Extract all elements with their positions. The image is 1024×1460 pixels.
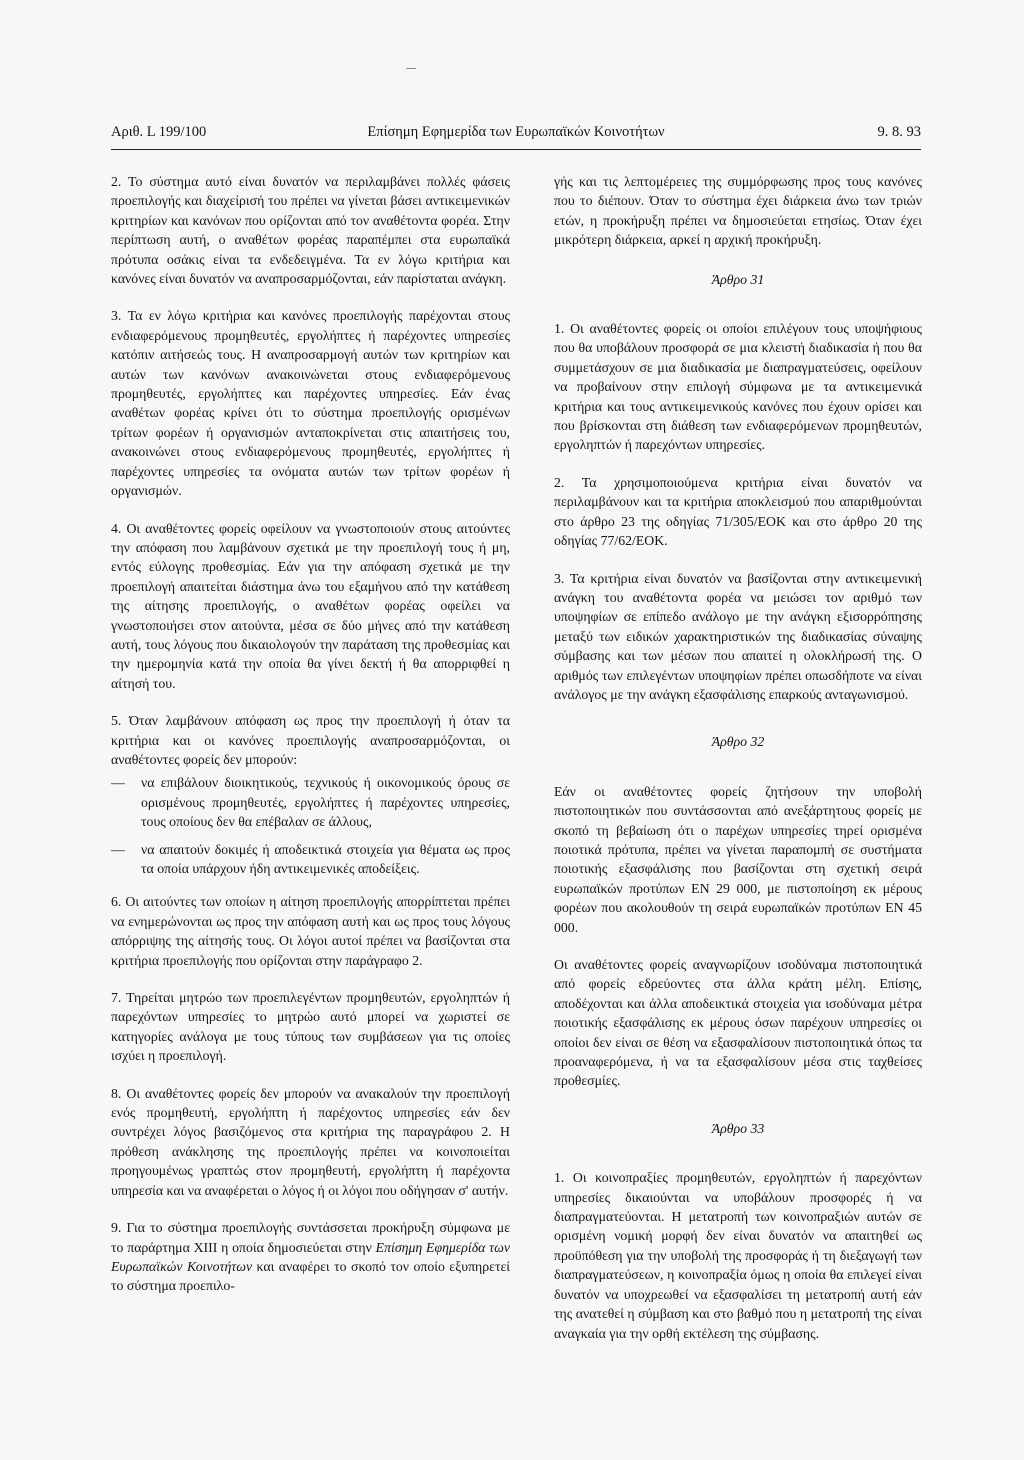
article-33-heading: Άρθρο 33 bbox=[711, 1120, 765, 1136]
article-32-paragraph-2: Οι αναθέτοντες φορείς αναγνωρίζουν ισοδύναμα πιστοποιητικά από φορείς εδρεύοντες στα άλλα κράτη μέλη. Επίσης, αποδέχονται και άλλα αποδεικτικά στοιχεία για ισοδύναμα μέτρα ποιοτικής εξασφάλισης εκ μέρους όσων παρέχουν υπηρεσίες οι οποίοι δεν είναι σε θέση να εξασφαλίσουν πιστοποιητικά όπως τα προαναφερόμενα, ή να τα εξασφαλίσουν μέσα στις ταχθείσες προθεσμίες. bbox=[554, 957, 922, 1089]
article-32-heading: Άρθρο 32 bbox=[711, 734, 765, 750]
dash-item-text: να επιβάλουν διοικητικούς, τεχνικούς ή οικονομικούς όρους σε ορισμένους προμηθευτές, εργολήπτες ή παρέχοντες υπηρεσίες, τους οποίους δεν θα επέβαλαν σε άλλους, bbox=[141, 775, 510, 830]
page-header bbox=[111, 124, 921, 148]
issue-number: Αριθ. L 199/100 bbox=[111, 124, 207, 140]
article-31-paragraph-3: 3. Τα κριτήρια είναι δυνατόν να βασίζονται στην αντικειμενική ανάγκη του αναθέτοντα φορέα να μειώσει τον αριθμό των υποψηφίων σε επίπεδο ανάλογο με την ανάγκη εξισορρόπησης μεταξύ των ειδικών χαρακτηριστικών της διαδικασίας σύναψης σύμβασης και των μέσων που απαιτεί η ολοκλήρωσή της. Ο αριθμός των επιλεγέντων υποψηφίων πρέπει οπωσδήποτε να είναι ανάλογος με την ανάγκη εξασφάλισης επαρκούς ανταγωνισμού. bbox=[554, 570, 922, 702]
paragraph-2: 2. Το σύστημα αυτό είναι δυνατόν να περιλαμβάνει πολλές φάσεις προεπιλογής και διαχείρισή του πρέπει να γίνεται βάσει αντικειμενικών κριτηρίων και κανόνων που ορίζονται από τον αναθέτοντα φορέα. Στην περίπτωση αυτή, ο αναθέτων φορέας παραπέμπει στα ευρωπαϊκά πρότυπα οσάκις είναι τα ενδεδειγμένα. Τα εν λόγω κριτήρια και κανόνες είναι δυνατόν να αναπροσαρμόζονται, εάν παρίσταται ανάγκη. bbox=[111, 174, 510, 287]
paragraph-continuation: γής και τις λεπτομέρειες της συμμόρφωσης προς τους κανόνες που το διέπουν. Όταν το σύστημα έχει διάρκεια άνω των τριών ετών, η προκήρυξη πρέπει να δημοσιεύεται ετησίως. Όταν έχει μικρότερη διάρκεια, αρκεί η αρχική προκήρυξη. bbox=[554, 174, 922, 248]
header-rule bbox=[111, 149, 921, 150]
dash-item-1 bbox=[111, 773, 510, 831]
paragraph-7: 7. Τηρείται μητρώο των προεπιλεγέντων προμηθευτών, εργοληπτών ή παρεχόντων υπηρεσίες το μητρώο αυτό μπορεί να χωριστεί σε κατηγορίες ανάλογα με τους τύπους των συμβάσεων για τις οποίες ισχύει η προεπιλογή. bbox=[111, 990, 510, 1064]
journal-title: Επίσημη Εφημερίδα των Ευρωπαϊκών Κοινοτήτων bbox=[367, 124, 665, 140]
right-column bbox=[554, 172, 922, 1361]
scan-mark bbox=[406, 68, 416, 69]
article-31-heading: Άρθρο 31 bbox=[711, 271, 765, 287]
article-32-paragraph-1: Εάν οι αναθέτοντες φορείς ζητήσουν την υποβολή πιστοποιητικών που συντάσσονται από ανεξάρτητους φορείς με σκοπό τη βεβαίωση ότι ο παρέχων υπηρεσίες τηρεί ορισμένα ποιοτικά πρότυπα, πρέπει να γίνεται παραπομπή σε συστήματα ποιοτικής εξασφάλισης που βασίζονται στη σχετική σειρά ευρωπαϊκών προτύπων EN 29 000, με πιστοποίηση εκ μέρους φορέων που ακολουθούν τη σειρά ευρωπαϊκών προτύπων EN 45 000. bbox=[554, 783, 922, 935]
left-column bbox=[111, 172, 510, 1314]
dash-item-2 bbox=[111, 840, 510, 879]
dash-item-text: να απαιτούν δοκιμές ή αποδεικτικά στοιχεία για θέματα ως προς τα οποία υπάρχουν ήδη αντικειμενικές αποδείξεις. bbox=[141, 841, 510, 876]
paragraph-8: 8. Οι αναθέτοντες φορείς δεν μπορούν να ανακαλούν την προεπιλογή ενός προμηθευτή, εργολήπτη ή παρέχοντος υπηρεσίες εάν δεν συντρέχει λόγος βασιζόμενος στα κριτήρια της παραγράφου 2. Η πρόθεση ανάκλησης της προεπιλογής πρέπει να κοινοποιείται προηγουμένως γραπτώς στον προμηθευτή, εργολήπτη ή παρέχοντα υπηρεσία και να αναφέρεται ο λόγος ή οι λόγοι που οδήγησαν σ' αυτήν. bbox=[111, 1085, 510, 1198]
paragraph-5: 5. Όταν λαμβάνουν απόφαση ως προς την προεπιλογή ή όταν τα κριτήρια και οι κανόνες προεπιλογής αναπροσαρμόζονται, οι αναθέτοντες φορείς δεν μπορούν: bbox=[111, 713, 510, 767]
paragraph-4: 4. Οι αναθέτοντες φορείς οφείλουν να γνωστοποιούν στους αιτούντες την απόφαση που λαμβάνουν σχετικά με την προεπιλογή τους ή μη, εντός εύλογης προθεσμίας. Εάν για την απόφαση σχετικά με την προεπιλογή απαιτείται διάστημα άνω του εξαμήνου από την κατάθεση της αίτησης προεπιλογής, ο αναθέτων φορέας οφείλει να γνωστοποιήσει στον αιτούντα, μέσα σε δύο μήνες από την κατάθεση αυτή, τους λόγους που δικαιολογούν την παράταση της προθεσμίας και την ημερομηνία κατά την οποία θα γίνει δεκτή ή θα απορριφθεί η αίτησή του. bbox=[111, 520, 510, 691]
article-31-paragraph-2: 2. Τα χρησιμοποιούμενα κριτήρια είναι δυνατόν να περιλαμβάνουν και τα κριτήρια αποκλεισμού που απαριθμούνται στο άρθρο 23 της οδηγίας 71/305/ΕΟΚ και στο άρθρο 20 της οδηγίας 77/62/ΕΟΚ. bbox=[554, 474, 922, 549]
paragraph-9 bbox=[111, 1218, 510, 1296]
paragraph-9-end: και αναφέρει το σκοπό τον οποίο εξυπηρετεί το σύστημα προεπιλο- bbox=[111, 1258, 510, 1294]
paragraph-6: 6. Οι αιτούντες των οποίων η αίτηση προεπιλογής απορρίπτεται πρέπει να ενημερώνονται ως προς την απόφαση αυτή και ως προς τους λόγους απόρριψης της αίτησής τους. Οι λόγοι αυτοί πρέπει να βασίζονται στα κριτήρια προεπιλογής που ορίζονται στην παράγραφο 2. bbox=[111, 894, 510, 968]
paragraph-3: 3. Τα εν λόγω κριτήρια και κανόνες προεπιλογής παρέχονται στους ενδιαφερόμενους προμηθευτές, εργολήπτες ή παρέχοντες υπηρεσίες κατόπιν αιτήσεώς τους. Η αναπροσαρμογή αυτών των κριτηρίων και αυτών των κανόνων ανακοινώνεται στους ενδιαφερόμενους προμηθευτές, εργολήπτες και παρέχοντες υπηρεσίες. Εάν ένας αναθέτων φορέας κρίνει ότι το σύστημα προεπιλογής ορισμένων τρίτων φορέων ή οργανισμών ανταποκρίνεται στις απαιτήσεις του, ανακοινώνει στους ενδιαφερόμενους προμηθευτές, εργολήπτες ή παρέχοντες υπηρεσίες τα ονόματα αυτών των τρίτων φορέων ή οργανισμών. bbox=[111, 308, 510, 499]
journal-reference: Επίσημη Εφημερίδα των Ευρωπαϊκών Κοινοτήτων bbox=[111, 1239, 510, 1274]
article-33-paragraph-1: 1. Οι κοινοπραξίες προμηθευτών, εργοληπτών ή παρεχόντων υπηρεσίες δικαιούνται να υποβάλουν προσφορές ή να διαπραγματεύονται. Η μετατροπή των κοινοπραξιών αυτών σε ορισμένη νομική μορφή δεν είναι δυνατόν να απαιτηθεί ως προϋπόθεση για την υποβολή της προσφοράς ή τη διεξαγωγή των διαπραγματεύσεων, η κοινοπραξία όμως η οποία θα επιλεγεί είναι δυνατόν να υποχρεωθεί να εξασφαλίσει τη μετατροπή αυτή εάν της ανατεθεί η σύμβαση και στο βαθμό που η μετατροπή της είναι αναγκαία για την ορθή εκτέλεση της σύμβασης. bbox=[554, 1170, 922, 1341]
paragraph-9-start: 9. Για το σύστημα προεπιλογής συντάσσεται προκήρυξη σύμφωνα με το παράρτημα XIII η οποία δημοσιεύεται στην bbox=[111, 1220, 510, 1255]
issue-date: 9. 8. 93 bbox=[877, 124, 921, 140]
dash-mark: — bbox=[111, 841, 125, 857]
dash-mark: — bbox=[111, 775, 125, 791]
article-31-paragraph-1: 1. Οι αναθέτοντες φορείς οι οποίοι επιλέγουν τους υποψήφιους που θα υποβάλουν προσφορά σε μια κλειστή διαδικασία ή που θα συμμετάσχουν σε μια διαδικασία με διαπραγματεύσεις, οφείλουν να προβαίνουν στην επιλογή σύμφωνα με τα αντικειμενικά κριτήρια και τους αντικειμενικούς κανόνες που έχουν ορίσει και που βρίσκονται στη διάθεση των ενδιαφερόμενων προμηθευτών, εργοληπτών ή παρεχόντων υπηρεσίες. bbox=[554, 321, 922, 453]
